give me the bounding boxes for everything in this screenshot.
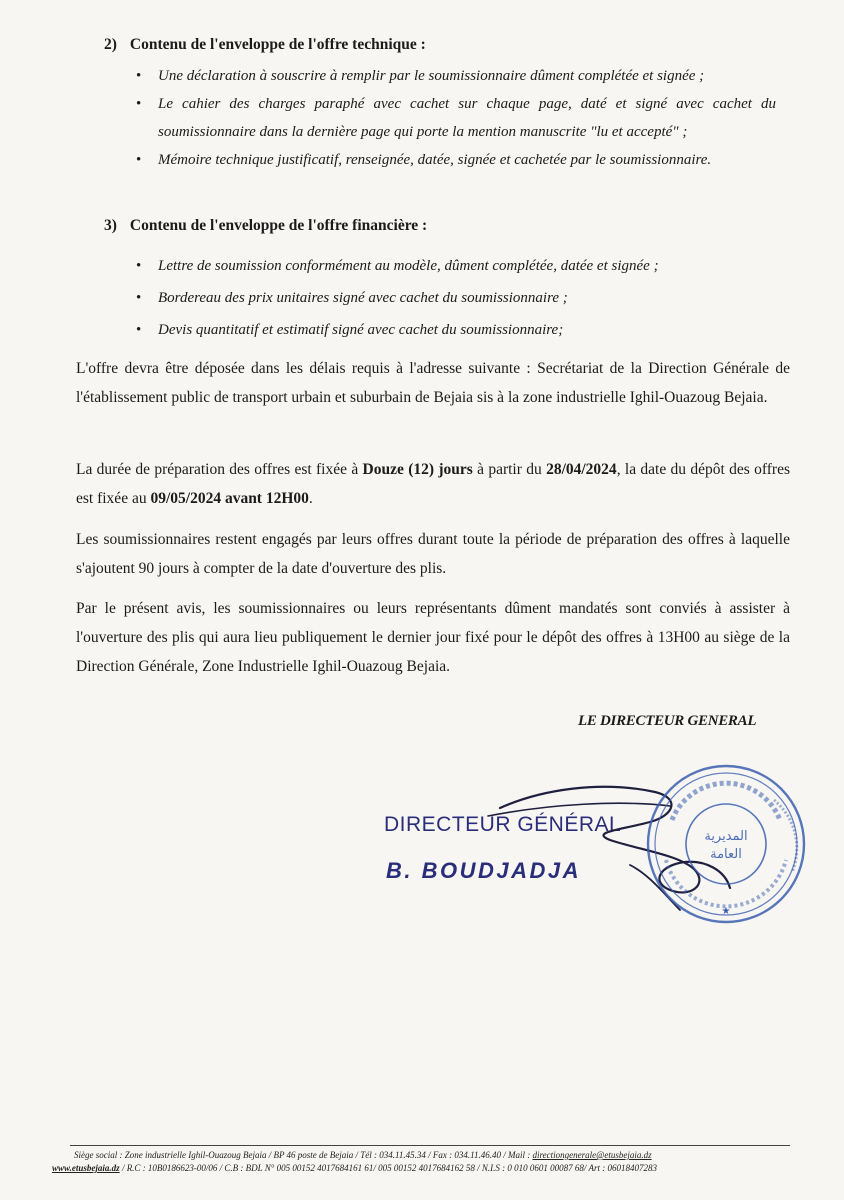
signature-block bbox=[380, 760, 820, 940]
section-3-number: 3) bbox=[104, 217, 117, 234]
stamp-name: B. BOUDJADJA bbox=[386, 858, 582, 883]
footer-line-1 bbox=[74, 1150, 834, 1160]
text-span: La durée de préparation des offres est fixée à bbox=[76, 461, 363, 478]
list-item: • Une déclaration à souscrire à remplir par le soumissionnaire dûment complétée et signée ; bbox=[136, 62, 776, 90]
svg-text:★: ★ bbox=[721, 906, 731, 917]
paragraph-opening: Par le présent avis, les soumissionnaires ou leurs représentants dûment mandatés sont conviés à assister à l'ouverture des plis qui aura lieu publiquement le dernier jour fixé pour le dépôt des offres à 13H00 au siège de la Direction Générale, Zone Industrielle Ighil-Ouazoug Bejaia. bbox=[76, 600, 790, 675]
stamp-role: DIRECTEUR GÉNÉRAL bbox=[384, 813, 622, 836]
section-3-title: Contenu de l'enveloppe de l'offre financière : bbox=[129, 217, 428, 234]
signatory-title: LE DIRECTEUR GENERAL bbox=[578, 713, 757, 729]
start-date: 28/04/2024 bbox=[546, 461, 617, 478]
official-seal-icon bbox=[642, 760, 810, 928]
section-3-list bbox=[136, 250, 776, 346]
footer-email-link[interactable]: directiongenerale@etusbejaia.dz bbox=[532, 1150, 652, 1160]
list-item: • Mémoire technique justificatif, renseignée, datée, signée et cachetée par le soumissionnaire. bbox=[136, 146, 776, 174]
duration-value: Douze (12) jours bbox=[362, 461, 473, 478]
list-item: • Bordereau des prix unitaires signé avec cachet du soumissionnaire ; bbox=[136, 282, 776, 314]
svg-text:العامة: العامة bbox=[710, 847, 742, 862]
list-item: • Devis quantitatif et estimatif signé avec cachet du soumissionnaire; bbox=[136, 314, 776, 346]
list-item: • Lettre de soumission conformément au modèle, dûment complétée, datée et signée ; bbox=[136, 250, 776, 282]
section-2-list bbox=[136, 62, 776, 174]
text-span: . bbox=[308, 490, 313, 507]
footer-line-2 bbox=[52, 1163, 812, 1173]
footer-address: Siège social : Zone industrielle Ighil-Ouazoug Bejaia / BP 46 poste de Bejaia / Tél : 034.11.45.34 / Fax : 034.11.46.40 / Mail : bbox=[74, 1150, 533, 1160]
svg-text:المديرية: المديرية bbox=[704, 829, 748, 844]
deadline-date: 09/05/2024 avant 12H00 bbox=[150, 490, 309, 507]
section-2-heading bbox=[104, 36, 426, 54]
footer-website-link[interactable]: www.etusbejaia.dz bbox=[52, 1163, 120, 1173]
paragraph-commitment: Les soumissionnaires restent engagés par leurs offres durant toute la période de préparation des offres à laquelle s'ajoutent 90 jours à compter de la date d'ouverture des plis. bbox=[76, 531, 790, 577]
text-span: , la date du dépôt des offres est fixée au bbox=[76, 461, 791, 507]
footer-registration: / R.C : 10B0186623-00/06 / C.B : BDL N° 005 00152 4017684161 61/ 005 00152 4017684162 58 / N.I.S : 0 010 0601 00087 68/ Art : 06018407283 bbox=[119, 1163, 657, 1173]
section-3-heading bbox=[104, 217, 427, 235]
footer-divider bbox=[70, 1145, 790, 1146]
paragraph-deposit-address: L'offre devra être déposée dans les délais requis à l'adresse suivante : Secrétariat de la Direction Générale de l'établissement public de transport urbain et suburbain de Bejaia sis à la zone industrielle Ighil-Ouazoug Bejaia. bbox=[76, 360, 790, 406]
list-item: • Le cahier des charges paraphé avec cachet sur chaque page, daté et signé avec cachet du soumissionnaire dans la dernière page qui porte la mention manuscrite "lu et accepté" ; bbox=[136, 90, 776, 146]
section-2-number: 2) bbox=[104, 36, 117, 53]
text-span: à partir du bbox=[472, 461, 547, 478]
section-2-title: Contenu de l'enveloppe de l'offre technique : bbox=[129, 36, 426, 53]
paragraph-preparation-duration bbox=[76, 455, 790, 513]
